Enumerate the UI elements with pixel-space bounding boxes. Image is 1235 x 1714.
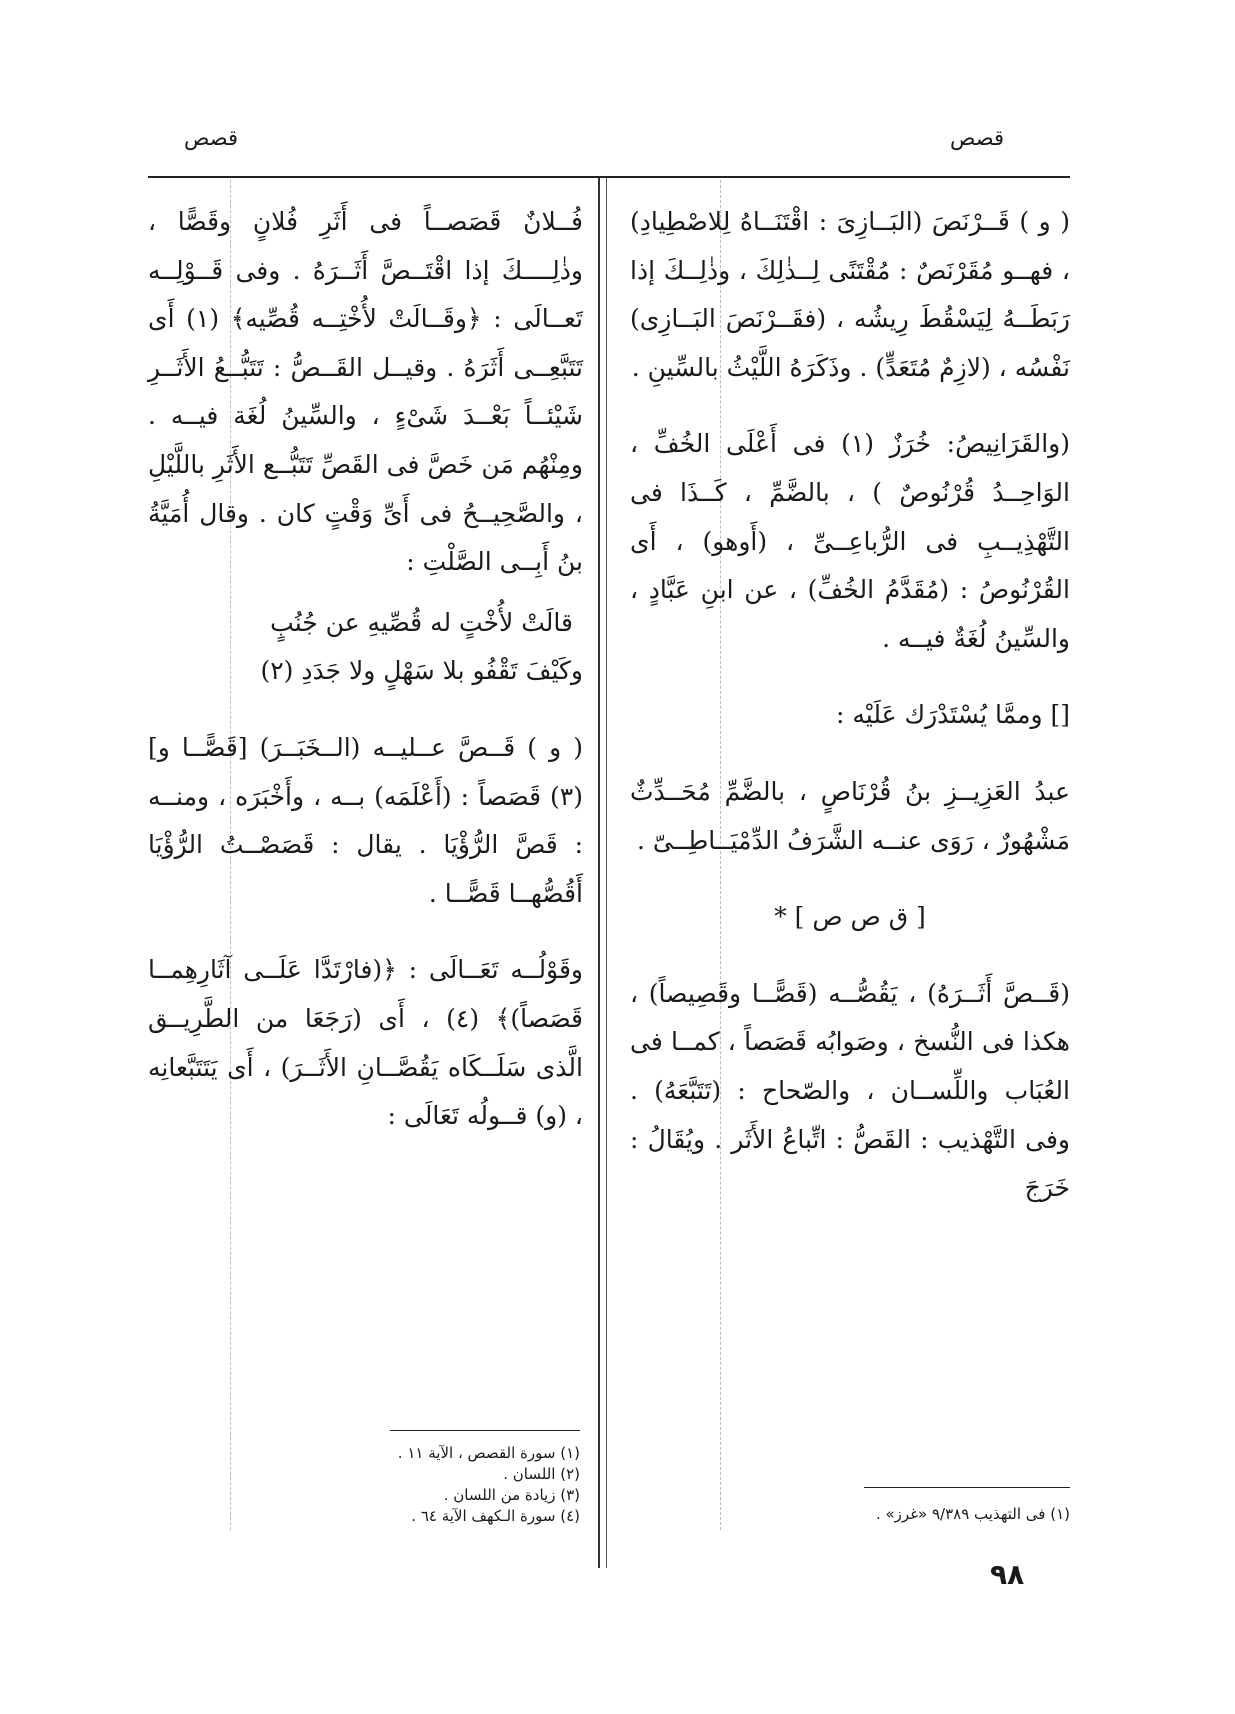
footnote: (٤) سورة الـكهف الآية ٦٤ . [411, 1507, 580, 1525]
page-header-right: قصص [950, 126, 1004, 150]
entry-paragraph: وقَوْلُــه تَعَــالَى : ﴿(فارْتَدَّا عَلَــى آثَارِهِمــا قَصَصاً)﴾ (٤) ، أَى (رَجَعَا من الطَّرِيــق الَّذى سَلَــكَاه يَقُصَّــانِ الأَثَــرَ) ، أَى يَتَتَبَّعانِه ، (و) قــولُه تَعَالَى : [148, 955, 583, 1131]
footnotes-right [760, 1504, 1070, 1525]
header-rule [148, 176, 1070, 178]
footnotes-left [300, 1443, 580, 1527]
entry-paragraph: (قَــصَّ أَثَــرَهُ) ، يَقُصُّــه (قَصًّــا وقَصِيصاً) ، هكذا فى النُّسخ ، وصَوابُه قَصَصاً ، كمــا فى العُبَاب واللِّســان ، والصّحاح : (تَتَبَّعَهُ) . وفى التَّهْذيب : القَصُّ : اتِّباعُ الأَثَر . ويُقَالُ : خَرَجَ [630, 978, 1070, 1203]
entry-heading: [ ق ص ص ] * [774, 902, 926, 932]
entry-paragraph: [] وممَّا يُسْتَدْرَك عَلَيْه : [836, 700, 1070, 730]
footnote: (١) سورة القصص ، الآية ١١ . [397, 1444, 580, 1462]
footnote: (١) فى التهذيب ٩/٣٨٩ «غرز» . [875, 1505, 1070, 1523]
footnote: (٢) اللسان . [503, 1465, 580, 1483]
entry-paragraph: ( و ) قَــرْنَصَ (البَــازِىَ : اقْتَنَــاهُ لِلاصْطِيادِ) ، فهــو مُقَرْنَصٌ : مُقْتَنًى لِــذٰلِكَ ، وذٰلِــكَ إذا رَبَطَــهُ لِيَسْقُطَ رِيشُه ، (فقَــرْنَصَ البَــازِى) نَفْسُه ، (لازِمٌ مُتَعَدٍّ) . وذَكَرَهُ اللَّيْثُ بالسِّينِ . [630, 207, 1070, 382]
footnote-rule [390, 1430, 580, 1431]
left-column [148, 198, 583, 1141]
column-divider [598, 178, 600, 1568]
footnote-rule [864, 1487, 1070, 1488]
footnote: (٣) زيادة من اللسان . [443, 1486, 580, 1504]
poem-line: قالَتْ لأُخْتٍ له قُصِّيهِ عن جُنُبٍ [270, 607, 573, 637]
right-column [630, 198, 1070, 1213]
poem-line: وكَيْفَ تَقْفُو بلا سَهْلٍ ولا جَدَدِ (٢) [260, 656, 583, 686]
column-divider-inner [606, 178, 607, 1568]
entry-paragraph: ( و ) قَــصَّ عــليــه (الــخَبَــرَ) [قَصًّــا و] (٣) قَصَصاً : (أَعْلَمَه) بــه ، وأَخْبَرَه ، ومنــه : قَصَّ الرُّؤْيَا . يقال : قَصَصْــتُ الرُّؤْيَا أَقُصُّهــا قَصًّــا . [148, 732, 583, 908]
page-header-left: قصص [184, 126, 238, 150]
entry-paragraph: فُــلانٌ قَصَصــاً فى أَثَرِ فُلانٍ وقَصًّا ، وذٰلِــــكَ إذا اقْتَــصَّ أَثَــرَهُ . وفى قَــوْلِــه تَعــالَى : ﴿وقَــالَتْ لأُخْتِــه قُصِّيه﴾ (١) أَى تَتَبَّعِــى أَثَرَهُ . وقيــل القَــصُّ : تَتَبُّــعُ الأَثَــرِ شَيْئــاً بَعْــدَ شَىْءٍ ، والسِّينُ لُغَة فيــه . ومِنْهُم مَن خَصَّ فى القَصِّ تَتَبُّــع الأَثَرِ باللَّيْلِ ، والصَّحِيــحُ فى أَىِّ وَقْتٍ كان . وقال أُمَيَّةُ بنُ أَبِــى الصَّلْتِ : [148, 207, 583, 577]
entry-paragraph: (والقَرَانِيصُ: خُرَزٌ (١) فى أَعْلَى الخُفِّ ، الوَاحِــدُ قُرْنُوصٌ ) ، بالضَّمِّ ، كَــذَا فى التَّهْذِيــبِ فى الرُّباعِــىِّ ، (أَوهو) ، أَى القُرْنُوصُ : (مُقَدَّمُ الخُفِّ) ، عن ابنِ عَبَّادٍ ، والسِّينُ لُغَةٌ فيــه . [630, 429, 1070, 653]
entry-paragraph: عبدُ العَزِيــزِ بنُ قُرْنَاصٍ ، بالضَّمِّ مُحَــدِّثٌ مَشْهُورٌ ، رَوَى عنــه الشَّرَفُ الدِّمْيَــاطِــىّ . [630, 776, 1070, 855]
page-number: ٩٨ [990, 1558, 1025, 1591]
